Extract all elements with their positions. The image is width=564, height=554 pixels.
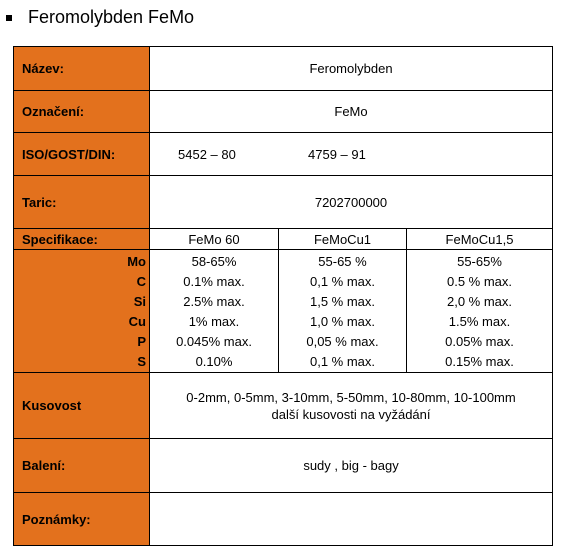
label-taric: Taric: bbox=[14, 176, 150, 229]
heading-text: Feromolybden FeMo bbox=[28, 6, 195, 27]
label-specifikace: Specifikace: bbox=[14, 229, 150, 250]
cell: 0.045% max. bbox=[176, 334, 252, 349]
composition-col-3 bbox=[407, 250, 553, 373]
label-baleni: Balení: bbox=[14, 439, 150, 493]
element-s: S bbox=[137, 354, 146, 369]
value-kusovost bbox=[150, 373, 553, 439]
element-mo: Mo bbox=[127, 254, 146, 269]
value-iso bbox=[150, 133, 553, 176]
section-heading bbox=[6, 4, 194, 30]
element-p: P bbox=[137, 334, 146, 349]
cell: 1,0 % max. bbox=[309, 314, 376, 329]
grade-1: FeMo 60 bbox=[150, 229, 279, 250]
label-iso: ISO/GOST/DIN: bbox=[14, 133, 150, 176]
label-poznamky: Poznámky: bbox=[14, 493, 150, 546]
cell: 0.5 % max. bbox=[446, 274, 513, 289]
value-poznamky bbox=[150, 493, 553, 546]
row-kusovost bbox=[14, 373, 553, 439]
row-poznamky bbox=[14, 493, 553, 546]
row-specifikace-header bbox=[14, 229, 553, 250]
cell: 0.1% max. bbox=[183, 274, 245, 289]
cell: 0,1 % max. bbox=[309, 354, 376, 369]
row-oznaceni bbox=[14, 91, 553, 133]
value-oznaceni: FeMo bbox=[150, 91, 553, 133]
label-oznaceni: Označení: bbox=[14, 91, 150, 133]
value-nazev: Feromolybden bbox=[150, 47, 553, 91]
kusovost-line-1: 0-2mm, 0-5mm, 3-10mm, 5-50mm, 10-80mm, 10-100mm bbox=[186, 389, 516, 405]
spec-table bbox=[13, 46, 553, 546]
element-cu: Cu bbox=[128, 314, 146, 329]
bullet-icon bbox=[6, 15, 12, 21]
cell: 0,05 % max. bbox=[306, 334, 379, 349]
element-si: Si bbox=[133, 294, 146, 309]
cell: 58-65% bbox=[191, 254, 237, 269]
element-labels bbox=[14, 250, 150, 373]
cell: 55-65% bbox=[457, 254, 502, 269]
cell: 0.05% max. bbox=[445, 334, 514, 349]
grade-3: FeMoCu1,5 bbox=[407, 229, 553, 250]
cell: 0.15% max. bbox=[445, 354, 514, 369]
iso-value-1: 5452 – 80 bbox=[178, 146, 236, 162]
cell: 0.10% bbox=[195, 354, 233, 369]
composition-col-1 bbox=[150, 250, 279, 373]
cell: 55-65 % bbox=[318, 254, 367, 269]
row-composition bbox=[14, 250, 553, 373]
value-baleni: sudy , big - bagy bbox=[150, 439, 553, 493]
composition-col-2 bbox=[279, 250, 407, 373]
cell: 2.5% max. bbox=[183, 294, 245, 309]
cell: 1,5 % max. bbox=[309, 294, 376, 309]
cell: 1.5% max. bbox=[448, 314, 511, 329]
label-nazev: Název: bbox=[14, 47, 150, 91]
cell: 0,1 % max. bbox=[309, 274, 376, 289]
row-iso bbox=[14, 133, 553, 176]
value-taric: 7202700000 bbox=[150, 176, 553, 229]
row-baleni bbox=[14, 439, 553, 493]
grade-2: FeMoCu1 bbox=[279, 229, 407, 250]
cell: 1% max. bbox=[188, 314, 240, 329]
label-kusovost: Kusovost bbox=[14, 373, 150, 439]
element-c: C bbox=[136, 274, 146, 289]
row-nazev bbox=[14, 47, 553, 91]
iso-value-2: 4759 – 91 bbox=[308, 146, 366, 162]
row-taric bbox=[14, 176, 553, 229]
cell: 2,0 % max. bbox=[446, 294, 513, 309]
kusovost-line-2: další kusovosti na vyžádání bbox=[271, 406, 431, 422]
